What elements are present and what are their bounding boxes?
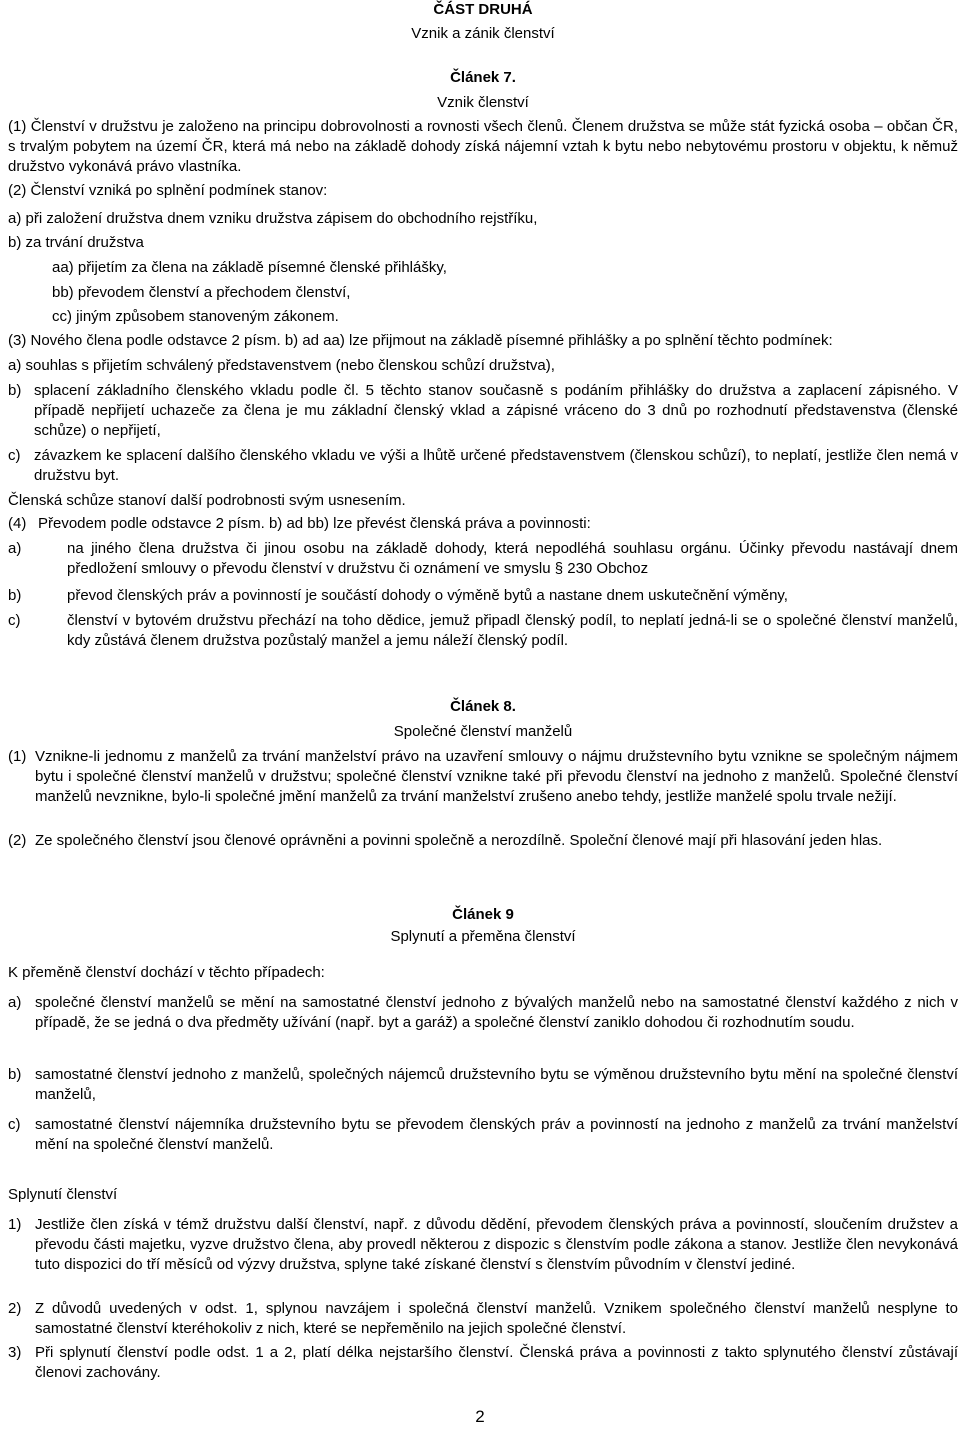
- list-item-text: členství v bytovém družstvu přechází na toho dědice, jemuž připadl členský podíl, to neplatí jedná-li se o společné členství manželů, kdy zůstává členem družstva pozůstalý manžel a jemu náleží členský podíl.: [67, 612, 958, 649]
- article-7-p3-item-c: [8, 446, 958, 486]
- article-7-item-bb: bb) převodem členství a přechodem členství,: [52, 284, 351, 301]
- article-7-item-a: a) při založení družstva dnem vzniku družstva zápisem do obchodního rejstříku,: [8, 210, 538, 227]
- article-7-item-cc: cc) jiným způsobem stanoveným zákonem.: [52, 308, 339, 325]
- page-number: 2: [475, 1407, 485, 1426]
- list-item-text: společné členství manželů se mění na samostatné členství jednoho z bývalých manželů nebo na samostatné členství každého z nich v případě, že se jedná o dva předměty užívání (např. byt a garáž) a společné členství zaniklo dohodou či rozhodnutím soudu.: [35, 994, 958, 1031]
- article-9-item-b: [8, 1065, 958, 1105]
- article-7-item-b: b) za trvání družstva: [8, 234, 144, 251]
- list-item-text: Vznikne-li jednomu z manželů za trvání manželství právo na uzavření smlouvy o nájmu družstevního bytu vznikne se společným nájmem bytu i společné členství manželů v družstvu; společné členství vznikne také při převodu členství na jednoho z manželů. Společné členství manželů nevznikne, bylo-li společné jmění manželů za trvání manželství zrušeno anebo tehdy, jestliže manželé spolu trvale nežijí.: [35, 748, 958, 805]
- merge-item-2: [8, 1299, 958, 1339]
- part-title: ČÁST DRUHÁ: [433, 1, 533, 18]
- article-8-title: Článek 8.: [450, 698, 516, 715]
- list-marker: 3): [8, 1344, 22, 1361]
- article-7-p4-item-a: [8, 539, 958, 579]
- list-marker: b): [8, 382, 22, 399]
- article-7-paragraph-3: (3) Nového člena podle odstavce 2 písm. b) ad aa) lze přijmout na základě písemné přihlášky a po splnění těchto podmínek:: [8, 332, 833, 349]
- article-7-subtitle: Vznik členství: [437, 94, 529, 111]
- merge-item-3: [8, 1343, 958, 1383]
- merge-heading: Splynutí členství: [8, 1186, 118, 1203]
- article-7-paragraph-2: (2) Členství vzniká po splnění podmínek stanov:: [8, 182, 328, 199]
- article-7-paragraph-1: (1) Členství v družstvu je založeno na principu dobrovolnosti a rovnosti všech členů. Členem družstva se může stát fyzická osoba – občan ČR, s trvalým pobytem na území ČR, která má nebo na základě dohody získá nájemní vztah k bytu nebo nebytovému prostoru v objektu, k němuž družstvo vykonává právo vlastníka.: [8, 118, 958, 175]
- list-item-text: Z důvodů uvedených v odst. 1, splynou navzájem i společná členství manželů. Vznikem společného členství manželů nesplyne to samostatné členství kteréhokoliv z nich, které se nepřeměnilo na jejich společné členství.: [35, 1300, 958, 1337]
- article-9-intro: K přeměně členství dochází v těchto případech:: [8, 964, 325, 981]
- list-marker: (4): [8, 515, 27, 532]
- article-9-item-c: [8, 1115, 958, 1155]
- list-marker: b): [8, 587, 22, 604]
- list-marker: (1): [8, 748, 27, 765]
- article-9-item-a: [8, 993, 958, 1033]
- list-item-text: závazkem ke splacení dalšího členského vkladu ve výši a lhůtě určené představenstvem (členskou schůzí), to neplatí, jestliže člen nemá v družstvu byt.: [34, 447, 958, 484]
- list-item-text: samostatné členství nájemníka družstevního bytu se převodem členských práv a povinností na jednoho z manželů za trvání manželství mění na společné členství manželů.: [35, 1116, 958, 1153]
- list-marker: a): [8, 540, 22, 557]
- article-9-subtitle: Splynutí a přeměna členství: [390, 928, 576, 945]
- article-8-subtitle: Společné členství manželů: [393, 723, 573, 740]
- article-9-title: Článek 9: [452, 906, 514, 923]
- list-item-text: samostatné členství jednoho z manželů, společných nájemců družstevního bytu se výměnou družstevního bytu mění na společné členství manželů,: [35, 1066, 958, 1103]
- article-8-paragraph-2: [8, 831, 958, 851]
- part-subtitle: Vznik a zánik členství: [411, 25, 555, 42]
- article-7-p4-item-c: [8, 611, 958, 651]
- article-8-paragraph-1: [8, 747, 958, 807]
- list-item-text: Převodem podle odstavce 2 písm. b) ad bb) lze převést členská práva a povinnosti:: [38, 515, 591, 532]
- list-item-text: Při splynutí členství podle odst. 1 a 2, platí délka nejstaršího členství. Členská práva a povinnosti z takto splynutého členství zůstávají členovi zachovány.: [35, 1344, 958, 1381]
- list-marker: 1): [8, 1216, 22, 1233]
- list-item-text: splacení základního členského vkladu podle čl. 5 těchto stanov současně s podáním přihlášky do družstva a zaplacení zápisného. V případě nepřijetí uchazeče za člena je mu základní členský vklad a zápisné vráceno do 3 dnů po rozhodnutí představenstva (členské schůze) o nepřijetí,: [34, 382, 958, 439]
- article-7-p3-item-b: [8, 381, 958, 441]
- list-marker: c): [8, 612, 21, 629]
- list-marker: a): [8, 994, 22, 1011]
- list-item-text: Jestliže člen získá v témž družstvu další členství, např. z důvodu dědění, převodem členských práva a povinností, sloučením družstev a převodu části majetku, vyzve družstvo člena, aby provedl některou z dispozic s členstvím podle zákona a stanov. Jestliže člen nevykonává tuto dispozici do tří měsíců od výzvy družstva, splyne také získané členství s členstvím původním v členství jediné.: [35, 1216, 958, 1273]
- list-marker: c): [8, 447, 21, 464]
- list-item-text: na jiného člena družstva či jinou osobu na základě dohody, která nepodléhá souhlasu orgánu. Účinky převodu nastávají dnem předložení smlouvy o převodu členství v družstvu či oznámení ve smyslu § 230 Obchoz: [67, 540, 958, 577]
- list-marker: c): [8, 1116, 21, 1133]
- list-item-text: převod členských práv a povinností je součástí dohody o výměně bytů a nastane dnem uskutečnění výměny,: [67, 587, 788, 604]
- article-7-paragraph-3-note: Členská schůze stanoví další podrobnosti svým usnesením.: [8, 492, 406, 509]
- list-item-text: Ze společného členství jsou členové oprávněni a povinni společně a nerozdílně. Společní členové mají při hlasování jeden hlas.: [35, 832, 883, 849]
- article-7-paragraph-4: [8, 514, 958, 534]
- article-7-p4-item-b: [8, 586, 958, 606]
- article-7-p3-item-a: a) souhlas s přijetím schválený představenstvem (nebo členskou schůzí družstva),: [8, 357, 555, 374]
- article-7-item-aa: aa) přijetím za člena na základě písemné členské přihlášky,: [52, 259, 447, 276]
- list-marker: (2): [8, 832, 27, 849]
- list-marker: 2): [8, 1300, 22, 1317]
- article-7-title: Článek 7.: [450, 69, 516, 86]
- merge-item-1: [8, 1215, 958, 1275]
- list-marker: b): [8, 1066, 22, 1083]
